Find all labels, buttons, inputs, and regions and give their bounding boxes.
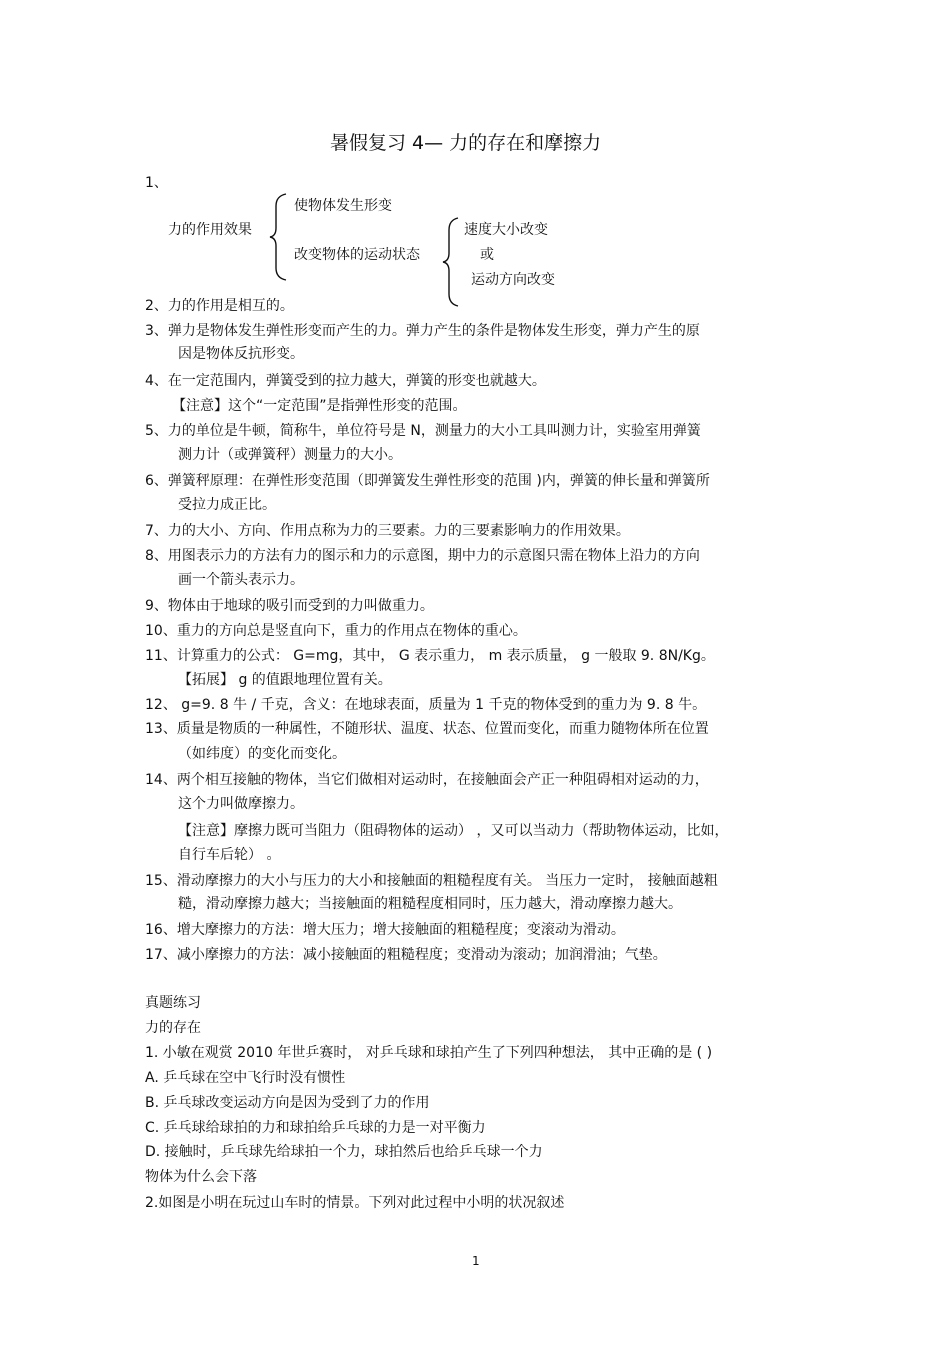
answer-option: A. 乒乓球在空中飞行时没有惯性: [145, 1070, 346, 1086]
text-line: 测力计（或弹簧秤）测量力的大小。: [178, 447, 402, 463]
text-line: 16、增大摩擦力的方法：增大压力；增大接触面的粗糙程度；变滚动为滑动。: [145, 922, 625, 938]
text-line: 6、弹簧秤原理：在弹性形变范围（即弹簧发生弹性形变的范围 )内，弹簧的伸长量和弹簧所: [145, 473, 710, 489]
text-line: 7、力的大小、方向、作用点称为力的三要素。力的三要素影响力的作用效果。: [145, 523, 630, 539]
text-line: 【拓展】 g 的值跟地理位置有关。: [178, 672, 392, 688]
text-line: 12、 g=9. 8 牛 / 千克，含义：在地球表面，质量为 1 千克的物体受到的重力为 9. 8 牛。: [145, 697, 707, 713]
page-number: 1: [472, 1254, 480, 1268]
text-line: 受拉力成正比。: [178, 497, 276, 513]
text-line: 2、力的作用是相互的。: [145, 298, 294, 314]
text-line: 3、弹力是物体发生弹性形变而产生的力。弹力产生的条件是物体发生形变，弹力产生的原: [145, 323, 700, 339]
text-line: 【注意】这个“一定范围”是指弹性形变的范围。: [172, 398, 467, 414]
text-line: 5、力的单位是牛顿，简称牛，单位符号是 N，测量力的大小工具叫测力计，实验室用弹簧: [145, 423, 701, 439]
item1-sub-speed: 速度大小改变: [464, 222, 548, 238]
text-line: 糙，滑动摩擦力越大；当接触面的粗糙程度相同时，压力越大，滑动摩擦力越大。: [178, 896, 682, 912]
section-heading: 力的存在: [145, 1020, 201, 1036]
text-line: 8、用图表示力的方法有力的图示和力的示意图，期中力的示意图只需在物体上沿力的方向: [145, 548, 700, 564]
text-line: 【注意】摩擦力既可当阻力（阻碍物体的运动） ，又可以当动力（帮助物体运动，比如，: [178, 823, 729, 839]
text-line: 11、计算重力的公式： G=mg，其中， G 表示重力， m 表示质量， g 一般取 9. 8N/Kg。: [145, 648, 715, 664]
item1-branch-motion: 改变物体的运动状态: [294, 247, 420, 263]
text-line: 14、两个相互接触的物体，当它们做相对运动时，在接触面会产正一种阻碍相对运动的力，: [145, 772, 709, 788]
text-line: 17、减小摩擦力的方法：减小接触面的粗糙程度；变滑动为滚动；加润滑油；气垫。: [145, 947, 667, 963]
right-brace-icon: [440, 216, 462, 308]
item1-sub-direction: 运动方向改变: [471, 272, 555, 288]
question-text: 1. 小敏在观赏 2010 年世乒赛时， 对乒乓球和球拍产生了下列四种想法， 其中正确的是 ( ): [145, 1045, 713, 1061]
text-line: 4、在一定范围内，弹簧受到的拉力越大，弹簧的形变也就越大。: [145, 373, 546, 389]
text-line: 13、质量是物质的一种属性，不随形状、温度、状态、位置而变化，而重力随物体所在位置: [145, 721, 709, 737]
section-heading: 真题练习: [145, 995, 201, 1011]
text-line: 因是物体反抗形变。: [178, 346, 304, 362]
answer-option: B. 乒乓球改变运动方向是因为受到了力的作用: [145, 1095, 430, 1111]
question-text: 2.如图是小明在玩过山车时的情景。下列对此过程中小明的状况叙述: [145, 1195, 565, 1211]
text-line: 自行车后轮） 。: [178, 847, 281, 863]
answer-option: D. 接触时，乒乓球先给球拍一个力，球拍然后也给乒乓球一个力: [145, 1144, 543, 1160]
item1-root-label: 力的作用效果: [168, 222, 252, 238]
text-line: 这个力叫做摩擦力。: [178, 796, 304, 812]
text-line: 画一个箭头表示力。: [178, 572, 304, 588]
item1-sub-or: 或: [480, 247, 494, 263]
page-title: 暑假复习 4— 力的存在和摩擦力: [330, 132, 602, 154]
item1-branch-deform: 使物体发生形变: [294, 198, 392, 214]
item1-number: 1、: [145, 175, 168, 191]
left-brace-icon: [268, 192, 290, 282]
section-heading: 物体为什么会下落: [145, 1169, 257, 1185]
text-line: 15、滑动摩擦力的大小与压力的大小和接触面的粗糙程度有关。 当压力一定时， 接触面越粗: [145, 873, 718, 889]
answer-option: C. 乒乓球给球拍的力和球拍给乒乓球的力是一对平衡力: [145, 1120, 486, 1136]
text-line: 9、物体由于地球的吸引而受到的力叫做重力。: [145, 598, 434, 614]
text-line: （如纬度）的变化而变化。: [178, 746, 346, 762]
text-line: 10、重力的方向总是竖直向下，重力的作用点在物体的重心。: [145, 623, 527, 639]
